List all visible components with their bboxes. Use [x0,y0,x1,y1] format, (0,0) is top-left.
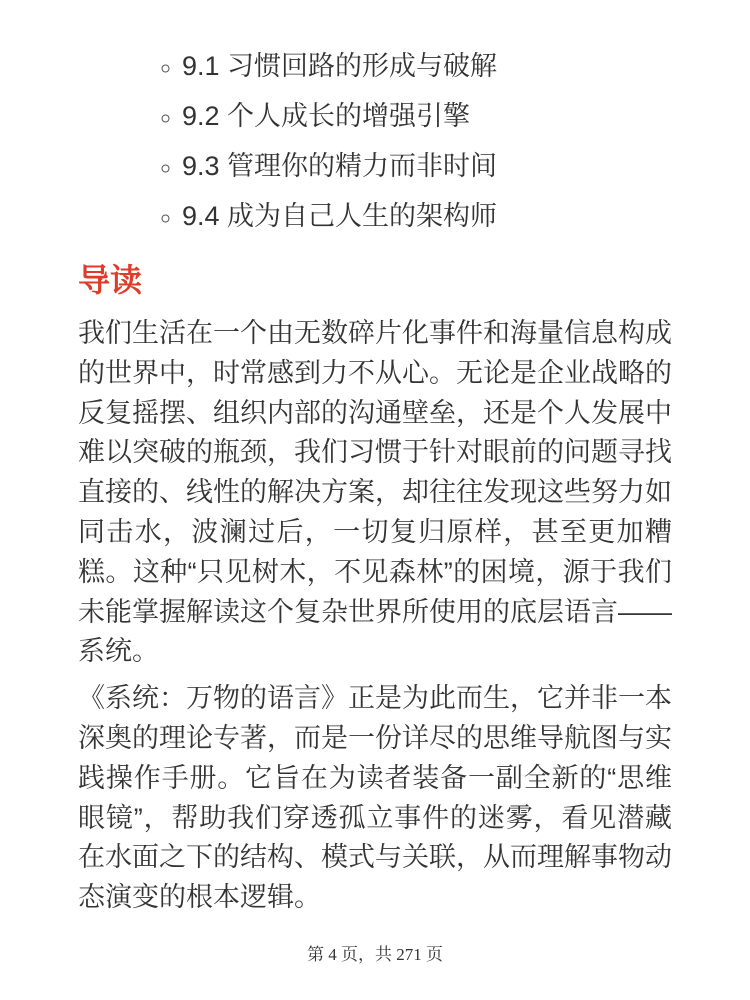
toc-list [78,41,672,241]
page-number-indicator: 第 4 页，共 271 页 [307,945,443,964]
paragraph-1: 我们生活在一个由无数碎片化事件和海量信息构成的世界中，时常感到力不从心。无论是企业战略的反复摇摆、组织内部的沟通壁垒，还是个人发展中难以突破的瓶颈，我们习惯于针对眼前的问题寻找直接的、线性的解决方案，却往往发现这些努力如同击水，波澜过后，一切复归原样，甚至更加糟糕。这种“只见树木，不见森林”的困境，源于我们未能掌握解读这个复杂世界所使用的底层语言——系统。 [78,318,672,667]
toc-item-9-4: ◦ 9.4 成为自己人生的架构师 [182,191,672,241]
toc-item-9-2: ◦ 9.2 个人成长的增强引擎 [182,91,672,141]
toc-item-9-1: ◦ 9.1 习惯回路的形成与破解 [182,41,672,91]
toc-item-9-3: ◦ 9.3 管理你的精力而非时间 [182,141,672,191]
section-heading: 导读 [78,262,143,298]
paragraph-2: 《系统：万物的语言》正是为此而生，它并非一本深奥的理论专著，而是一份详尽的思维导航图与实践操作手册。它旨在为读者装备一副全新的“思维眼镜”，帮助我们穿透孤立事件的迷雾，看见潜藏在水面之下的结构、模式与关联，从而理解事物动态演变的根本逻辑。 [78,683,672,913]
